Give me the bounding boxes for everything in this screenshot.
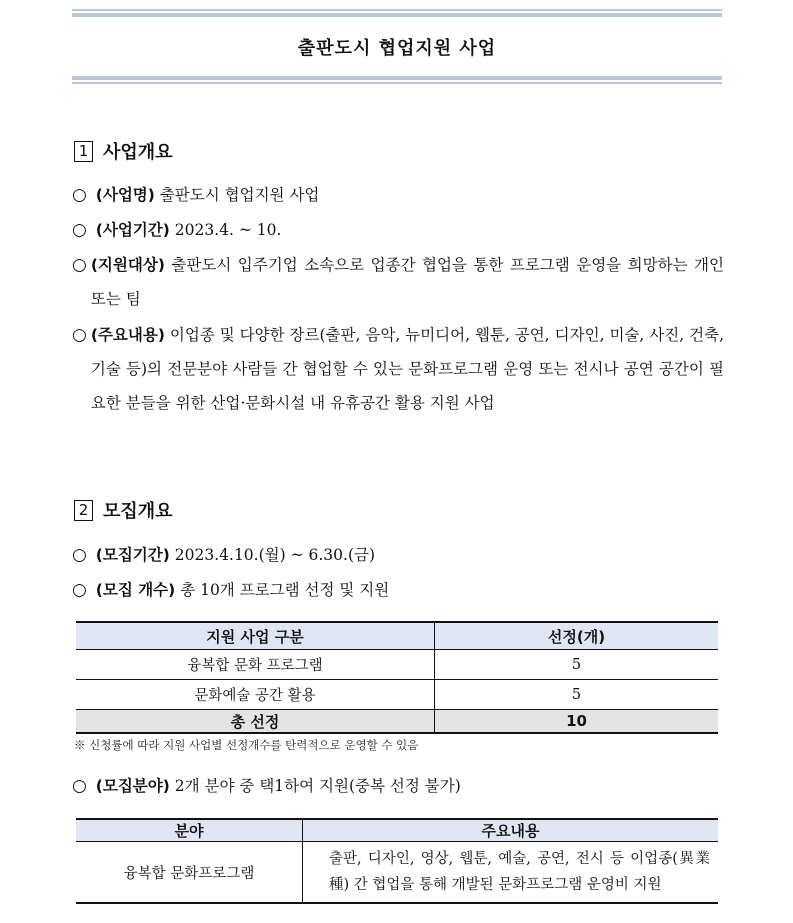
overview-item-target: ○ (지원대상) 출판도시 입주기업 소속으로 업종간 협업을 통한 프로그램 운영을 희망하는 개인 또는 팀 bbox=[72, 248, 724, 316]
circle-bullet-icon: ○ bbox=[72, 220, 87, 240]
section-2-title: 모집개요 bbox=[103, 501, 173, 522]
field-table bbox=[76, 818, 718, 904]
table-cell: 5 bbox=[435, 680, 719, 710]
table-cell: 융복합 문화 프로그램 bbox=[76, 650, 435, 680]
recruit-item-field: ○ (모집분야) 2개 분야 중 택1하여 지원(중복 선정 불가) bbox=[72, 776, 461, 796]
circle-bullet-icon: ○ bbox=[72, 255, 87, 275]
table-row bbox=[76, 842, 718, 904]
circle-bullet-icon: ○ bbox=[72, 776, 87, 796]
table-cell: 출판, 디자인, 영상, 웹툰, 예술, 공연, 전시 등 이업종(異業種) 간 협업을 통해 개발된 문화프로그램 운영비 지원 bbox=[303, 842, 719, 904]
overview-item-content: ○ (주요내용) 이업종 및 다양한 장르(출판, 음악, 뉴미디어, 웹툰, 공연, 디자인, 미술, 사진, 건축, 기술 등)의 전문분야 사람들 간 협업할 수 있는 문화프로그램 운영 또는 전시나 공연 공간이 필요한 분들을 위한 산업·문화시설 내 유휴공간 활용 지원 사업 bbox=[72, 318, 724, 420]
table-cell: 문화예술 공간 활용 bbox=[76, 680, 435, 710]
table-header-row bbox=[76, 819, 718, 842]
circle-bullet-icon: ○ bbox=[72, 545, 87, 565]
recruit-item-period: ○ (모집기간) 2023.4.10.(월) ~ 6.30.(금) bbox=[72, 545, 376, 565]
table-cell: 융복합 문화프로그램 bbox=[76, 842, 303, 904]
section-1-title: 사업개요 bbox=[103, 142, 173, 163]
table-cell: 10 bbox=[435, 710, 719, 734]
table-header-cell: 분야 bbox=[76, 819, 303, 842]
table-header-cell: 선정(개) bbox=[435, 622, 719, 650]
recruit-item-count: ○ (모집 개수) 총 10개 프로그램 선정 및 지원 bbox=[72, 580, 390, 600]
section-1-number: 1 bbox=[74, 141, 93, 162]
selection-table bbox=[76, 621, 718, 734]
table-cell: 총 선정 bbox=[76, 710, 435, 734]
table-header-row bbox=[76, 622, 718, 650]
overview-item-name: ○ (사업명) 출판도시 협업지원 사업 bbox=[72, 185, 320, 205]
section-2-heading bbox=[74, 497, 173, 523]
table-total-row bbox=[76, 710, 718, 734]
table-cell: 5 bbox=[435, 650, 719, 680]
circle-bullet-icon: ○ bbox=[72, 325, 87, 345]
title-bottom-rule bbox=[72, 76, 722, 84]
section-2-number: 2 bbox=[74, 500, 93, 521]
page-title: 출판도시 협업지원 사업 bbox=[297, 38, 497, 59]
title-top-rule bbox=[72, 9, 722, 17]
overview-item-period: ○ (사업기간) 2023.4. ~ 10. bbox=[72, 220, 282, 240]
circle-bullet-icon: ○ bbox=[72, 185, 87, 205]
section-1-heading bbox=[74, 138, 173, 164]
table-row bbox=[76, 680, 718, 710]
table-header-cell: 지원 사업 구분 bbox=[76, 622, 435, 650]
table-note: ※ 신청률에 따라 지원 사업별 선정개수를 탄력적으로 운영할 수 있음 bbox=[74, 738, 419, 752]
circle-bullet-icon: ○ bbox=[72, 580, 87, 600]
table-header-cell: 주요내용 bbox=[303, 819, 719, 842]
table-row bbox=[76, 650, 718, 680]
